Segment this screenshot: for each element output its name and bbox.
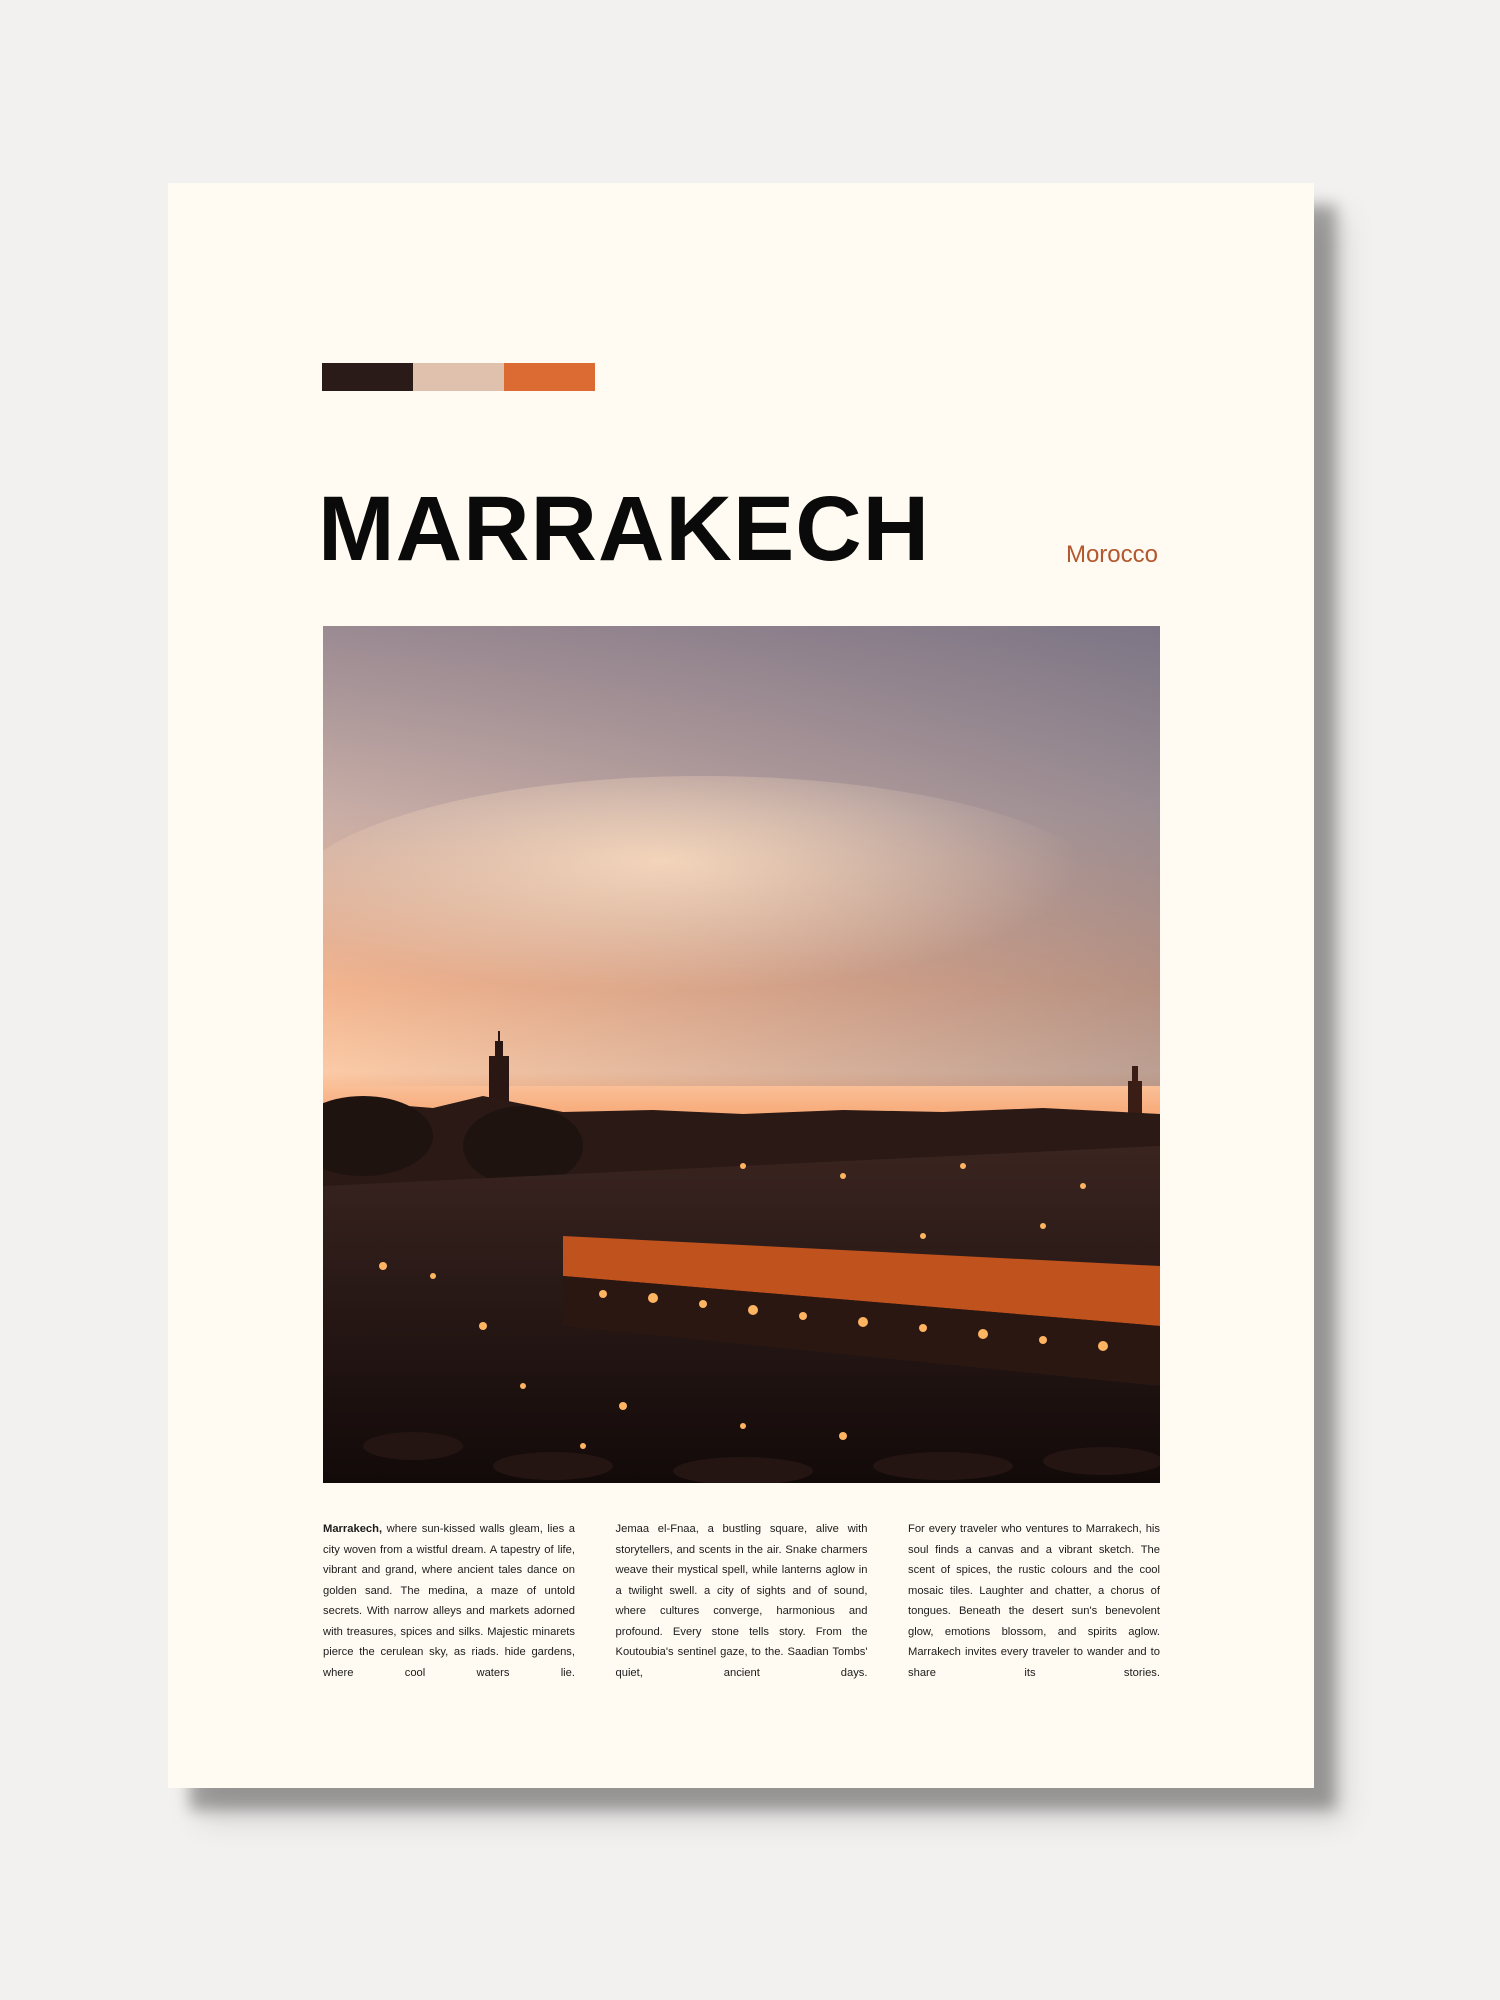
description-columns <box>323 1519 1160 1683</box>
column-1-text: where sun-kissed walls gleam, lies a city woven from a wistful dream. A tapestry of life, vibrant and grand, where ancient tales dance on golden sand. The medina, a maze of untold secrets. With narrow alleys and markets adorned with treasures, spices and silks. Majestic minarets pierce the cerulean sky, as riads. hide gardens, where cool waters lie. <box>323 1523 575 1679</box>
palette-swatch-sand <box>413 363 504 391</box>
palette-swatch-dark <box>322 363 413 391</box>
description-column-3 <box>908 1519 1160 1683</box>
photo-illustration <box>323 626 1160 1483</box>
column-2-text: Jemaa el-Fnaa, a bustling square, alive with storytellers, and scents in the air. Snake charmers weave their mystical spell, while lanterns aglow in a twilight swell. a city of sights and of sound, where cultures converge, harmonious and profound. Every stone tells story. From the Koutoubia's sentinel gaze, to the. Saadian Tombs' quiet, ancient days. <box>615 1523 868 1679</box>
description-column-1 <box>323 1519 575 1683</box>
column-3-text: For every traveler who ventures to Marrakech, his soul finds a canvas and a vibrant sketch. The scent of spices, the rustic colours and the cool mosaic tiles. Laughter and chatter, a chorus of tongues. Beneath the desert sun's benevolent glow, emotions blossom, and spirits aglow. Marrakech invites every traveler to wander and to share its stories. <box>908 1523 1160 1679</box>
color-palette <box>322 363 595 391</box>
marrakech-sunset-photo <box>323 626 1160 1483</box>
lead-word: Marrakech, <box>323 1523 383 1535</box>
poster <box>168 183 1314 1788</box>
description-column-2 <box>616 1519 868 1683</box>
city-title: MARRAKECH <box>318 478 931 580</box>
country-label: Morocco <box>1065 541 1158 568</box>
palette-swatch-orange <box>504 363 595 391</box>
